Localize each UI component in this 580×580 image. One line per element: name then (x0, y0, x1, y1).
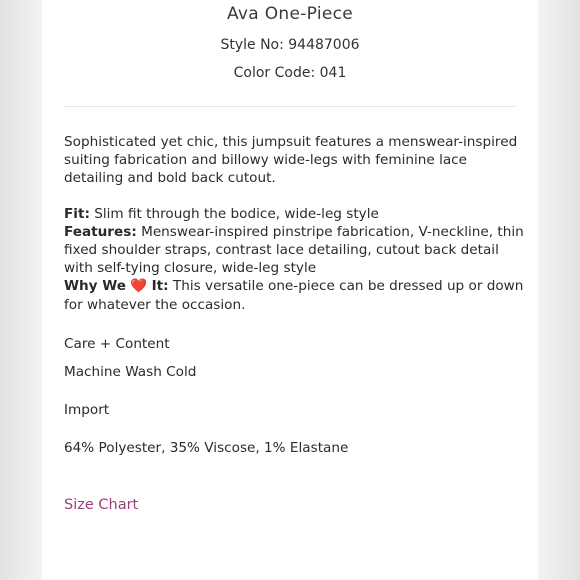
why-text: This versatile one-piece can be dressed up or down for whatever the occasion. (64, 278, 524, 313)
why-label-end: It: (151, 278, 169, 295)
features-line (64, 223, 524, 278)
fit-label: Fit: (64, 205, 90, 222)
product-details-card (42, 0, 538, 580)
style-number: Style No: 94487006 (220, 37, 360, 53)
care-content-heading: Care + Content (64, 335, 170, 352)
right-gutter (538, 0, 580, 580)
fabric-composition: 64% Polyester, 35% Viscose, 1% Elastane (64, 440, 349, 457)
product-title: Ava One-Piece (226, 4, 354, 24)
why-we-love-it-line (64, 277, 524, 313)
origin-text: Import (64, 402, 110, 419)
why-label-start: Why We (64, 278, 126, 295)
fit-line (64, 205, 524, 223)
features-text: Menswear-inspired pinstripe fabrication, V-neckline, thin fixed shoulder straps, contrast lace detailing, cutout back detail with self-tying closure, wide-leg style (64, 223, 524, 277)
product-description-section (64, 133, 524, 458)
description-text: Sophisticated yet chic, this jumpsuit features a menswear-inspired suiting fabrication and billowy wide-legs with feminine lace detailing and bold back cutout. (64, 134, 518, 187)
fit-text: Slim fit through the bodice, wide-leg style (94, 205, 379, 222)
size-chart-link[interactable]: Size Chart (64, 497, 139, 513)
color-code: Color Code: 041 (233, 65, 347, 81)
divider (64, 106, 516, 107)
care-wash-instructions: Machine Wash Cold (64, 364, 197, 381)
features-label: Features: (64, 223, 137, 240)
heart-icon: ❤️ (130, 278, 148, 295)
left-gutter (0, 0, 42, 580)
